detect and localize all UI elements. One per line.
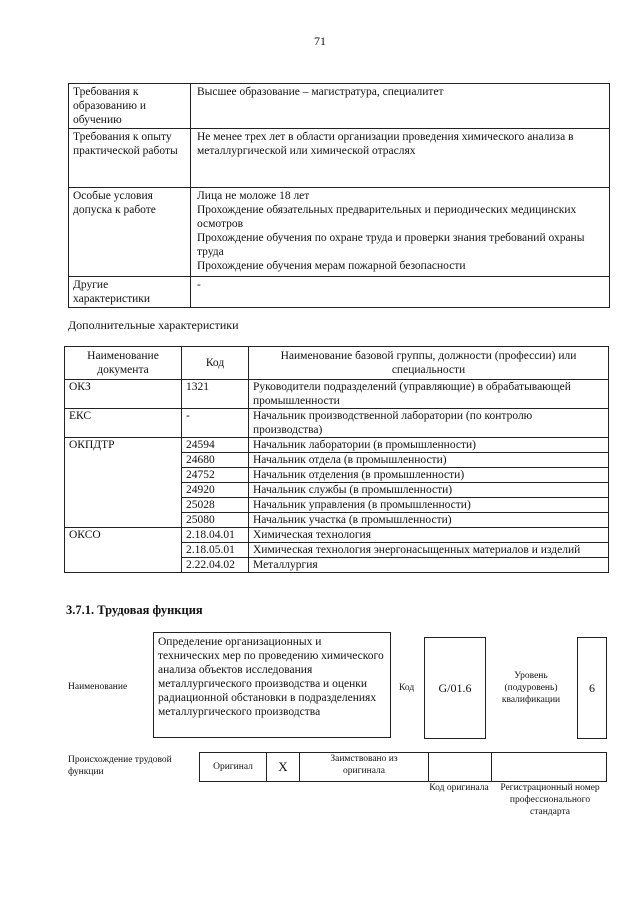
function-name-box — [153, 632, 391, 738]
code-cell: 2.22.04.02 — [182, 558, 249, 573]
page-number: 71 — [314, 34, 326, 48]
qualification-level-label: Уровень (подуровень) квалификации — [501, 671, 561, 705]
code-cell: 24680 — [182, 453, 249, 468]
doc-cell: ОКПДТР — [65, 438, 182, 528]
code-cell: 2.18.04.01 — [182, 528, 249, 543]
function-code-box — [424, 637, 486, 739]
function-name-value: Определение организационных и технических мер по проведению химического анализа объектов исследования металлургического производства и оценки радиационной обстановки в подразделениях металлургического производства — [158, 636, 384, 718]
table-row — [69, 129, 610, 188]
doc-cell: ЕКС — [65, 409, 182, 438]
name-cell: Химическая технология — [249, 528, 609, 543]
function-code-label: Код — [399, 683, 415, 693]
requirement-line: Прохождение обучения по охране труда и проверки знания требований охраны труда — [197, 232, 585, 258]
section-title: 3.7.1. Трудовая функция — [66, 603, 203, 617]
name-cell: Начальник управления (в промышленности) — [249, 498, 609, 513]
name-cell: Химическая технология энергонасыщенных материалов и изделий — [249, 543, 609, 558]
code-cell: 24752 — [182, 468, 249, 483]
requirement-label: Другие характеристики — [69, 277, 191, 308]
requirement-line: Прохождение обучения мерам пожарной безопасности — [197, 260, 466, 272]
characteristics-table — [64, 346, 609, 573]
name-cell: Начальник службы (в промышленности) — [249, 483, 609, 498]
original-mark: X — [278, 759, 288, 774]
table-row — [65, 409, 609, 438]
original-mark-cell — [267, 753, 300, 781]
requirement-value — [191, 84, 610, 129]
qualification-level-value: 6 — [589, 680, 595, 695]
table-row — [69, 84, 610, 129]
requirement-label: Особые условия допуска к работе — [69, 188, 191, 277]
registration-number-caption: Регистрационный номер профессионального стандарта — [500, 783, 600, 817]
name-cell: Начальник отдела (в промышленности) — [249, 453, 609, 468]
code-cell: 24594 — [182, 438, 249, 453]
requirement-line: - — [197, 279, 201, 291]
code-cell: 25028 — [182, 498, 249, 513]
requirement-line: Не менее трех лет в области организации проведения химического анализа в металлургической или химической отраслях — [197, 131, 574, 157]
additional-characteristics-title: Дополнительные характеристики — [68, 318, 239, 332]
name-cell: Начальник участка (в промышленности) — [249, 513, 609, 528]
code-cell: 1321 — [182, 380, 249, 409]
requirement-line: Прохождение обязательных предварительных и периодических медицинских осмотров — [197, 204, 577, 230]
function-code-value: G/01.6 — [438, 680, 472, 695]
original-code-caption: Код оригинала — [429, 783, 489, 793]
code-cell: 2.18.05.01 — [182, 543, 249, 558]
table-row — [69, 277, 610, 308]
name-cell: Металлургия — [249, 558, 609, 573]
requirement-line: Лица не моложе 18 лет — [197, 190, 310, 202]
table-header-row — [65, 347, 609, 380]
borrowed-label: Заимствовано из оригинала — [330, 754, 398, 776]
requirement-value — [191, 277, 610, 308]
doc-cell: ОКЗ — [65, 380, 182, 409]
requirements-table — [68, 83, 610, 308]
name-cell: Начальник производственной лаборатории (по контролю производства) — [249, 409, 609, 438]
code-cell: 24920 — [182, 483, 249, 498]
requirement-value — [191, 188, 610, 277]
qualification-level-box — [577, 637, 607, 739]
header-document: Наименование документа — [65, 347, 182, 380]
origin-original-cell — [200, 753, 267, 781]
requirement-line: Высшее образование – магистратура, специалитет — [197, 86, 444, 98]
name-cell: Начальник лаборатории (в промышленности) — [249, 438, 609, 453]
borrowed-cell — [300, 753, 429, 781]
requirement-label: Требования к образованию и обучению — [69, 84, 191, 129]
name-cell: Начальник отделения (в промышленности) — [249, 468, 609, 483]
code-cell: 25080 — [182, 513, 249, 528]
header-name: Наименование базовой группы, должности (профессии) или специальности — [249, 347, 609, 380]
function-name-label: Наименование — [68, 682, 128, 692]
table-row — [65, 528, 609, 543]
requirement-value — [191, 129, 610, 188]
table-row — [65, 438, 609, 453]
registration-number-cell — [492, 753, 604, 781]
original-code-cell — [429, 753, 492, 781]
header-code: Код — [182, 347, 249, 380]
requirement-label: Требования к опыту практической работы — [69, 129, 191, 188]
original-label: Оригинал — [213, 762, 253, 772]
table-row — [69, 188, 610, 277]
name-cell: Руководители подразделений (управляющие) в обрабатывающей промышленности — [249, 380, 609, 409]
origin-label: Происхождение трудовой функции — [68, 755, 172, 777]
table-row — [65, 380, 609, 409]
code-cell: - — [182, 409, 249, 438]
doc-cell: ОКСО — [65, 528, 182, 573]
origin-row-box — [199, 752, 607, 782]
